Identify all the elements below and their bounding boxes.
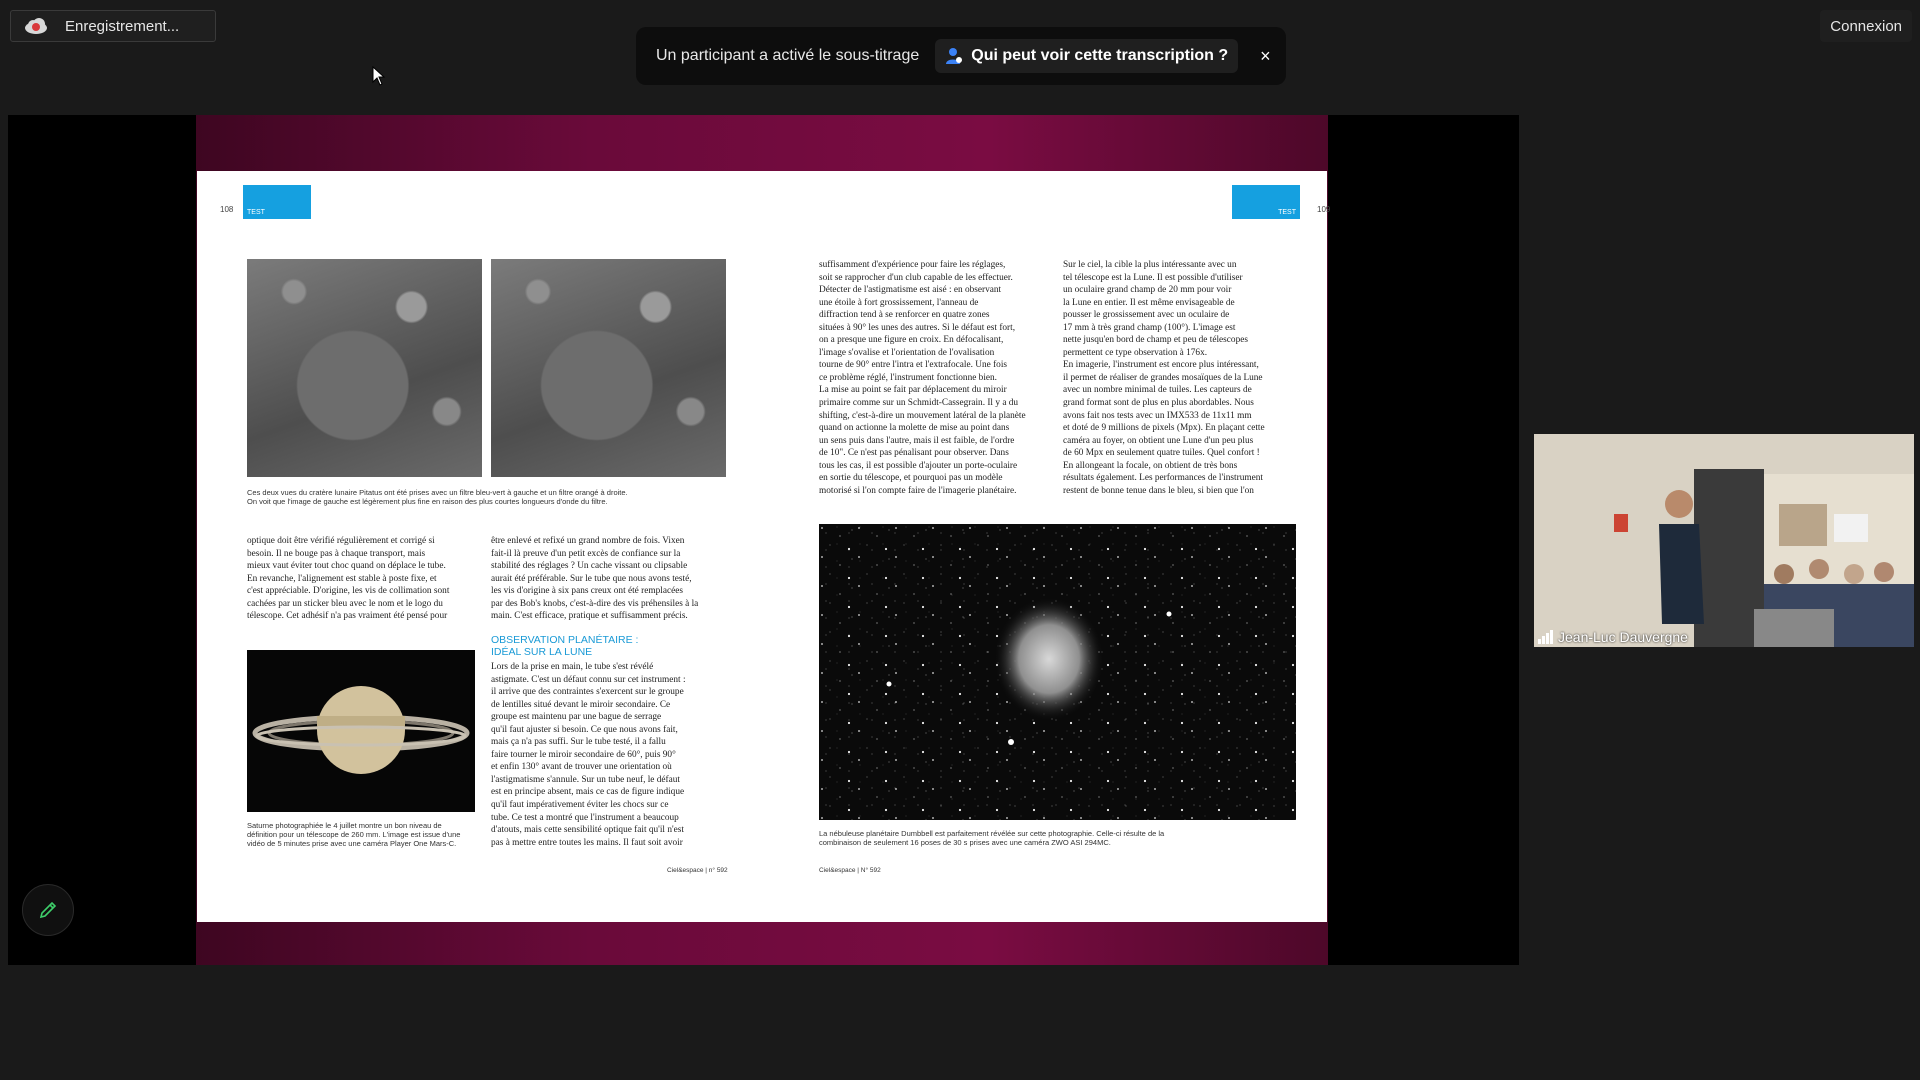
who-can-see-transcription-button[interactable] xyxy=(935,39,1238,73)
text-line: tous les cas, il est possible d'ajouter un porte-oculaire xyxy=(819,460,1018,471)
pencil-icon xyxy=(38,900,58,920)
text-line: l'image s'ovalise et l'orientation de l'ovalisation xyxy=(819,347,995,358)
text-line: il permet de réaliser de grandes mosaïques de la Lune xyxy=(1063,372,1263,383)
participant-name-tag xyxy=(1538,629,1688,645)
text-line: une étoile à fort grossissement, l'anneau de xyxy=(819,297,979,308)
participant-name: Jean-Luc Dauvergne xyxy=(1558,629,1688,645)
text-line: fait-il là preuve d'un petit excès de confiance sur la xyxy=(491,548,681,559)
left-page-number: 108 xyxy=(220,205,234,214)
text-line: Détecter de l'astigmatisme est aisé : en observant xyxy=(819,285,1002,296)
text-line: astigmate. C'est un défaut connu sur cet instrument : xyxy=(491,674,686,685)
text-line: caméra au foyer, on obtient une Lune d'un peu plus xyxy=(1063,435,1254,446)
text-line: un sens puis dans l'autre, mais il est faible, de l'ordre xyxy=(819,435,1015,446)
text-line: de 60 Mpx en seulement quatre tuiles. Quel confort ! xyxy=(1063,448,1260,459)
folio-right: Ciel&espace | N° 592 xyxy=(819,867,881,874)
text-line: permettent ce type observation à 176x. xyxy=(1063,347,1208,358)
text-line: être enlevé et refixé un grand nombre de fois. Vixen xyxy=(491,536,685,546)
recording-indicator[interactable] xyxy=(10,10,216,42)
text-line: situées à 90° les unes des autres. Si le défaut est fort, xyxy=(819,322,1016,333)
text-line: tube. Ce test a montré que l'instrument a beaucoup xyxy=(491,812,679,823)
cloud-record-icon xyxy=(23,16,49,36)
text-line: et doté de 9 millions de pixels (Mpx). En plaçant cette xyxy=(1063,423,1265,434)
left-tag: TEST xyxy=(243,185,311,219)
text-line: par des Bob's knobs, c'est-à-dire des vis préhensiles à la xyxy=(491,598,699,609)
annotate-button[interactable] xyxy=(22,884,74,936)
text-line: mais ça n'a pas suffi. Sur le tube testé, il a fallu xyxy=(491,737,666,748)
text-line: main. C'est efficace, pratique et suffisamment précis. xyxy=(491,611,688,622)
section-heading xyxy=(491,634,638,658)
text-line: résultats également. Les performances de l'instrument xyxy=(1063,473,1263,484)
text-line: l'astigmatisme s'annule. Sur un tube neuf, le défaut xyxy=(491,774,680,785)
text-line: restent de bonne tenue dans le bleu, si bien que l'on xyxy=(1063,485,1254,496)
text-line: un oculaire grand champ de 20 mm pour voir xyxy=(1063,285,1232,296)
text-line: tourne de 90° entre l'intra et l'extrafocale. Une fois xyxy=(819,360,1008,371)
text-line: pas à mettre entre toutes les mains. Il faut soit avoir xyxy=(491,837,683,848)
caption-line: On voit que l'image de gauche est légèrement plus fine en raison des plus courtes longueurs d'onde du filtre. xyxy=(247,497,608,506)
text-line: c'est appréciable. D'origine, les vis de collimation sont xyxy=(247,586,450,597)
text-line: en sortie du télescope, et pourquoi pas un modèle xyxy=(819,473,1003,484)
text-line: avons fait nos tests avec un IMX533 de 11x11 mm xyxy=(1063,410,1252,421)
participant-video[interactable] xyxy=(1534,434,1914,647)
text-line: quand on actionne la molette de mise au point dans xyxy=(819,423,1010,434)
text-line: motorisé si l'on compte faire de l'imagerie planétaire. xyxy=(819,485,1017,496)
text-line: on a presque une figure en croix. En défocalisant, xyxy=(819,335,1004,346)
text-line: mieux vaut éviter tout choc quand on déplace le tube. xyxy=(247,561,446,572)
text-line: 17 mm à très grand champ (100°). L'image est xyxy=(1063,322,1236,333)
text-line: stabilité des réglages ? Un cache vissant ou clipsable xyxy=(491,561,688,572)
magazine-spread xyxy=(197,171,1331,922)
connexion-button[interactable]: Connexion xyxy=(1820,10,1912,42)
text-line: En revanche, l'alignement est stable à poste fixe, et xyxy=(247,573,437,584)
right-tag: TEST xyxy=(1232,185,1300,219)
saturn-caption xyxy=(247,821,477,848)
cursor-icon xyxy=(372,66,386,86)
text-line: pousser le grossissement avec un oculaire de xyxy=(1063,310,1230,321)
transcription-message: Un participant a activé le sous-titrage xyxy=(656,47,920,64)
text-line: cachées par un sticker bleu avec le nom et le logo du xyxy=(247,598,443,609)
text-line: d'atouts, mais cette sensibilité optique fait qu'il n'est xyxy=(491,825,684,836)
transcription-banner xyxy=(636,27,1286,85)
text-line: aurait été préférable. Sur le tube que nous avons testé, xyxy=(491,573,692,584)
moon-photo-right xyxy=(491,259,726,477)
text-line: En allongeant la focale, on obtient de très bons xyxy=(1063,460,1238,471)
nebula-photo xyxy=(819,524,1296,820)
text-line: les vis d'origine à six pans creux ont été remplacées xyxy=(491,586,683,597)
text-line: Sur le ciel, la cible la plus intéressante avec un xyxy=(1063,260,1237,270)
text-line: optique doit être vérifié régulièrement et corrigé si xyxy=(247,536,435,546)
text-line: grand format sont de plus en plus abordables. Nous xyxy=(1063,398,1254,409)
text-column-b-bottom xyxy=(491,661,731,849)
text-line: il arrive que des contraintes s'exercent sur le groupe xyxy=(491,687,684,698)
saturn-photo xyxy=(247,650,475,812)
text-line: et enfin 130° avant de trouver une orientation où xyxy=(491,762,672,773)
text-line: La mise au point se fait par déplacement du miroir xyxy=(819,385,1007,396)
right-page-number: 109 xyxy=(1317,205,1331,214)
person-icon xyxy=(945,47,963,65)
text-line: besoin. Il ne bouge pas à chaque transport, mais xyxy=(247,548,426,559)
caption-line: La nébuleuse planétaire Dumbbell est parfaitement révélée sur cette photographie. Celle-ci résulte de la xyxy=(819,829,1165,838)
text-line: avec un nombre minimal de tuiles. Les capteurs de xyxy=(1063,385,1252,396)
signal-icon xyxy=(1538,630,1554,644)
text-line: diffraction tend à se renforcer en quatre zones xyxy=(819,310,990,321)
who-button-label: Qui peut voir cette transcription ? xyxy=(971,47,1229,64)
text-line: shifting, c'est-à-dire un mouvement latéral de la planète xyxy=(819,410,1026,421)
recording-label: Enregistrement... xyxy=(65,17,180,35)
text-line: ce problème réglé, l'instrument fonctionne bien. xyxy=(819,372,997,383)
caption-line: Saturne photographiée le 4 juillet montre un bon niveau de xyxy=(247,821,442,830)
moon-caption xyxy=(247,488,727,506)
text-line: faire tourner le miroir secondaire de 60°, puis 90° xyxy=(491,749,676,760)
caption-line: définition pour un télescope de 260 mm. L'image est issue d'une xyxy=(247,830,461,839)
text-line: qu'il faut ajuster si besoin. Ce que nous avons fait, xyxy=(491,724,678,735)
text-line: En imagerie, l'instrument est encore plus intéressant, xyxy=(1063,360,1259,371)
text-line: télescope. Cet adhésif n'a pas vraiment été pensé pour xyxy=(247,611,448,622)
text-column-d xyxy=(1063,259,1303,497)
text-line: est en principe absent, mais ce cas de figure indique xyxy=(491,787,685,798)
nebula-caption xyxy=(819,829,1299,847)
caption-line: vidéo de 5 minutes prise avec une caméra Player One Mars-C. xyxy=(247,839,457,848)
text-line: qu'il faut impérativement éviter les chocs sur ce xyxy=(491,800,669,811)
text-column-a xyxy=(247,535,487,623)
text-line: de lentilles situé devant le miroir secondaire. Ce xyxy=(491,699,671,710)
moon-photo-left xyxy=(247,259,482,477)
text-line: la Lune en entier. Il est même envisageable de xyxy=(1063,297,1235,308)
text-line: suffisamment d'expérience pour faire les réglages, xyxy=(819,260,1006,270)
text-line: Lors de la prise en main, le tube s'est révélé xyxy=(491,662,654,672)
heading-line: OBSERVATION PLANÉTAIRE : xyxy=(491,634,639,646)
close-icon[interactable]: × xyxy=(1260,45,1271,66)
text-column-b-top xyxy=(491,535,731,623)
text-line: nette jusqu'en bord de champ et peu de télescopes xyxy=(1063,335,1248,346)
text-column-c xyxy=(819,259,1059,497)
text-line: groupe est maintenu par une bague de serrage xyxy=(491,712,662,723)
text-line: tel télescope est la Lune. Il est possible d'utiliser xyxy=(1063,272,1243,283)
folio-left: Ciel&espace | n° 592 xyxy=(667,867,728,874)
caption-line: Ces deux vues du cratère lunaire Pitatus ont été prises avec un filtre bleu-vert à gauche et un filtre orangé à droite. xyxy=(247,488,628,497)
text-line: soit se rapprocher d'un club capable de les effectuer. xyxy=(819,272,1013,283)
heading-line: IDÉAL SUR LA LUNE xyxy=(491,646,593,658)
text-line: primaire comme sur un Schmidt-Cassegrain. Il y a du xyxy=(819,398,1019,409)
text-line: de 10". Ce n'est pas pénalisant pour observer. Dans xyxy=(819,448,1009,459)
caption-line: combinaison de seulement 16 poses de 30 s prises avec une caméra ZWO ASI 294MC. xyxy=(819,838,1111,847)
